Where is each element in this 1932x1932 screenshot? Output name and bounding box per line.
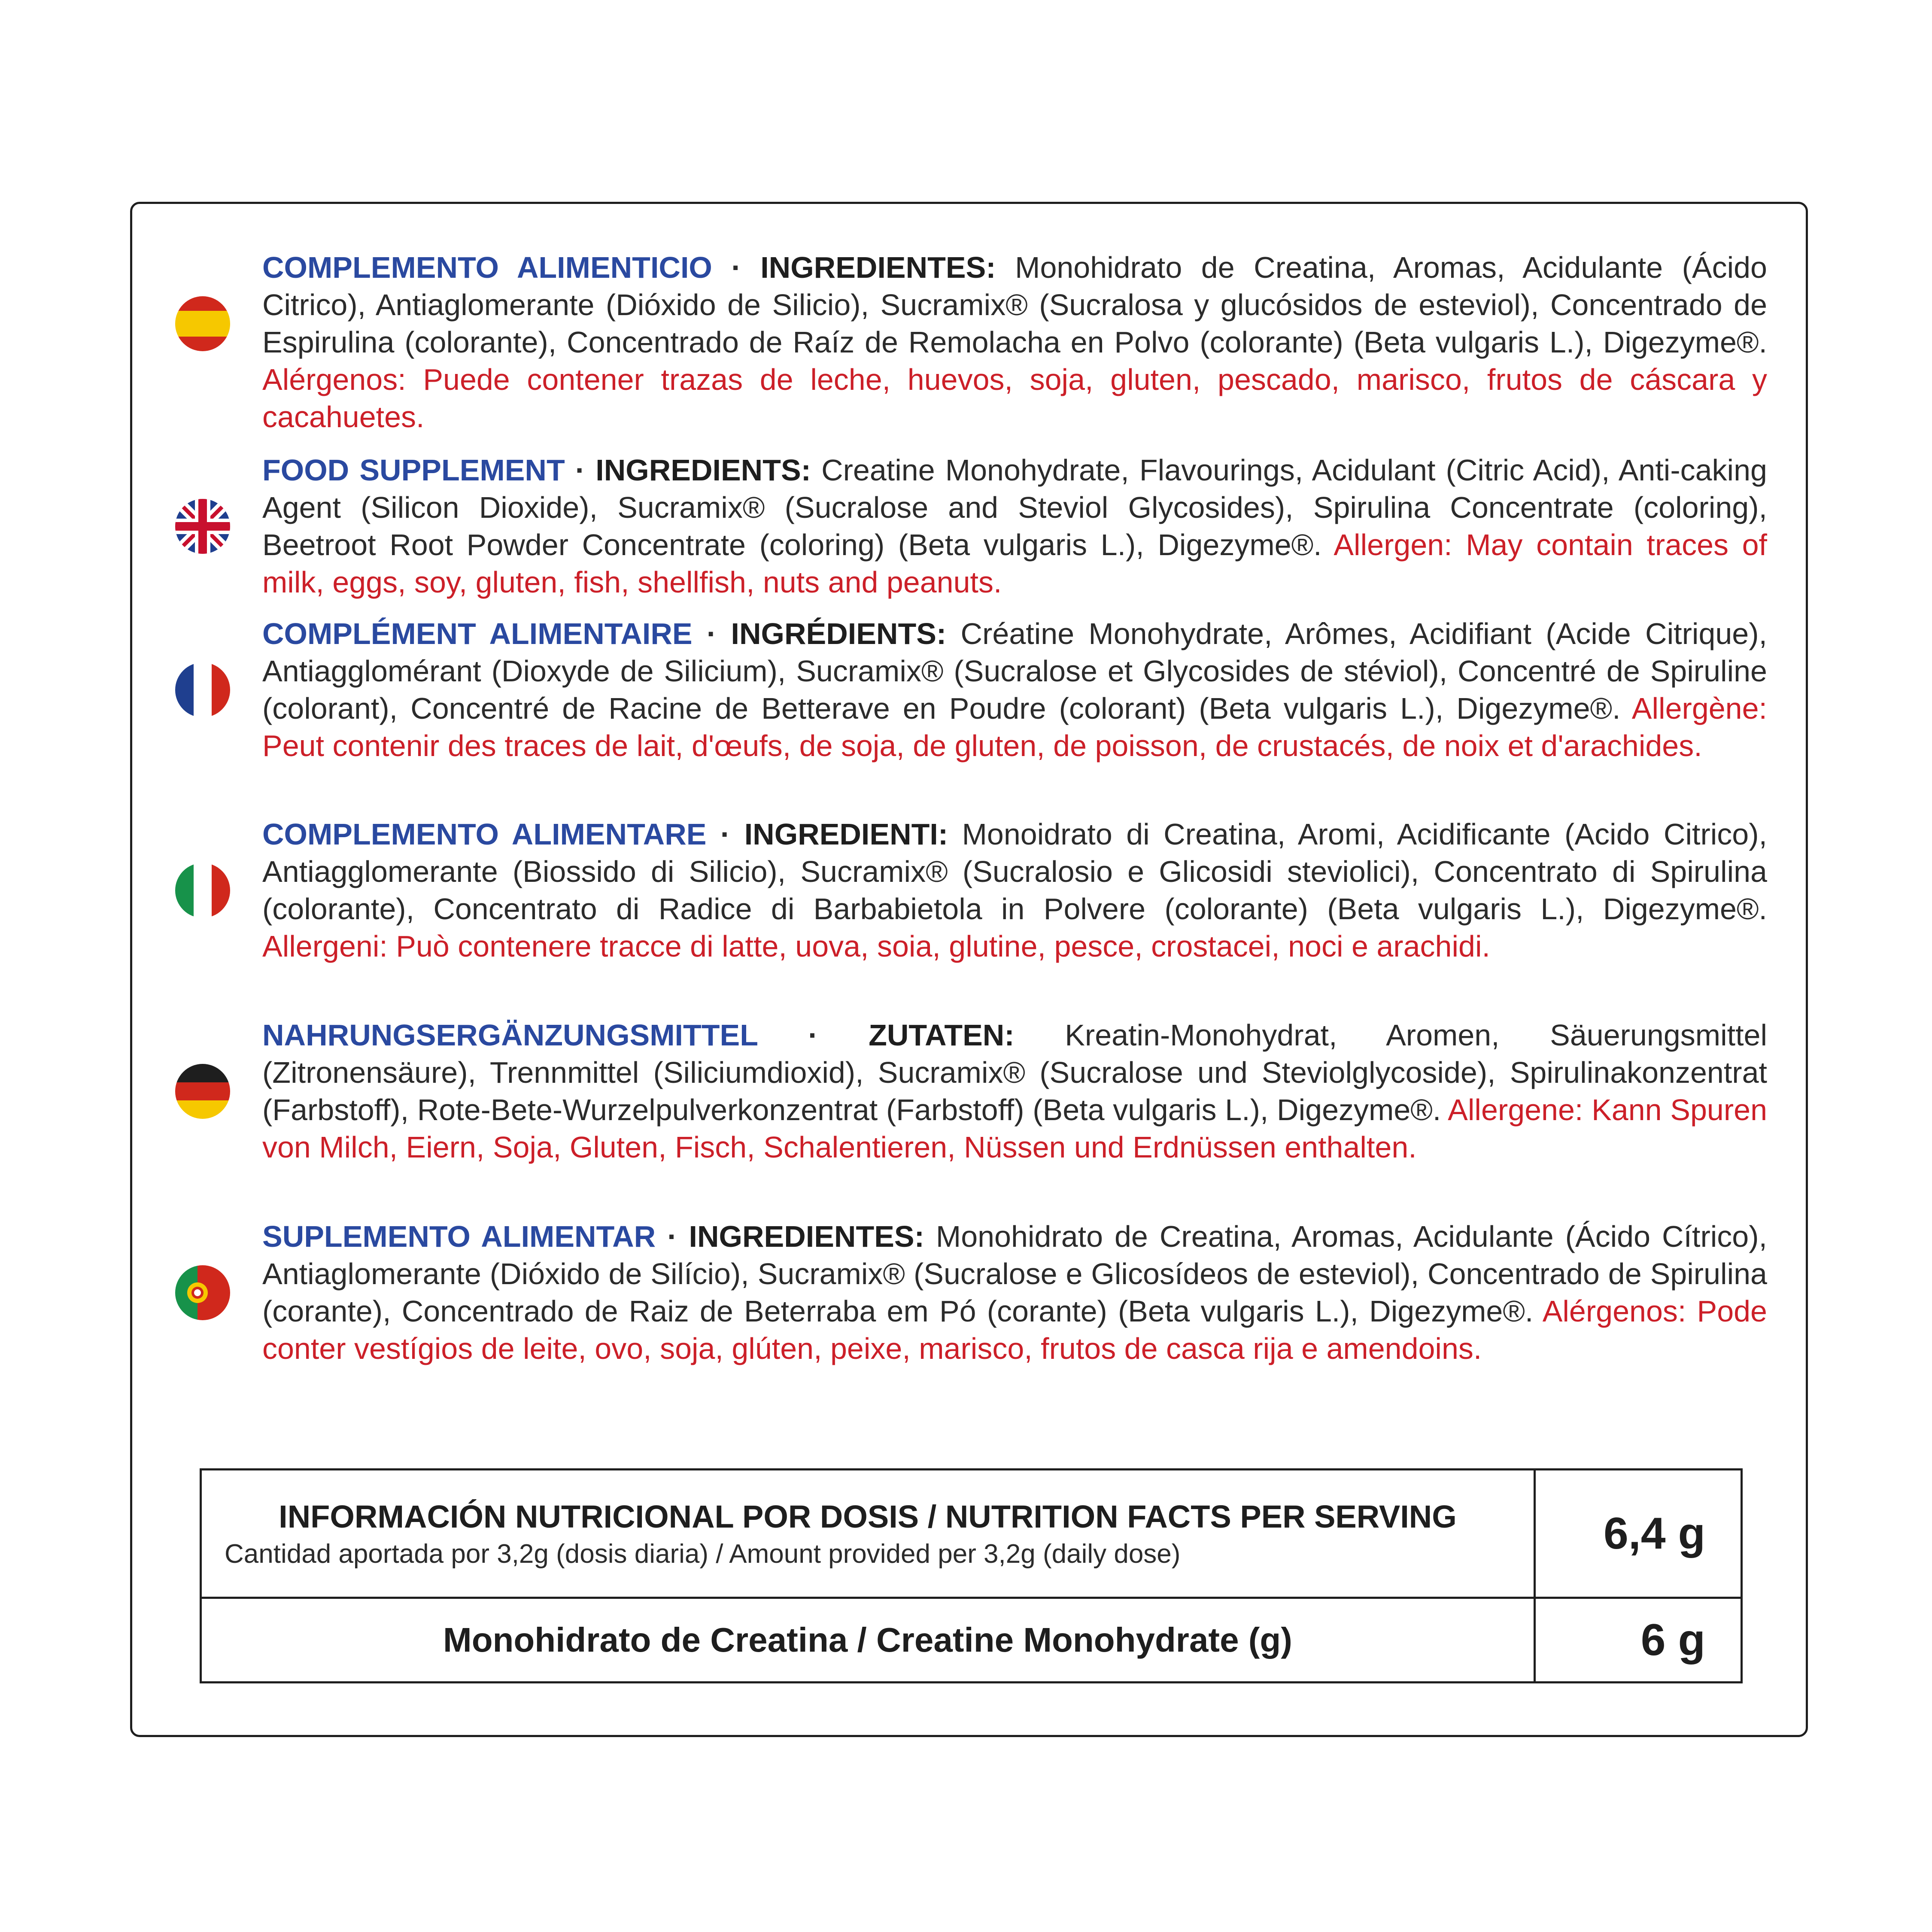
separator: ·: [706, 817, 744, 851]
ingredients-label: INGREDIENTES:: [689, 1220, 924, 1253]
lang-text-de: [262, 1017, 1767, 1166]
category-label: SUPLEMENTO ALIMENTAR: [262, 1220, 656, 1253]
nutrition-table: [200, 1468, 1743, 1683]
lang-text-pt: [262, 1218, 1767, 1367]
lang-text-en: [262, 452, 1767, 601]
category-label: COMPLEMENTO ALIMENTARE: [262, 817, 707, 851]
france-flag-icon: [175, 662, 230, 717]
ingredients-text: Monohidrato de Creatina, Aromas, Acidulante (Ácido Cítrico), Antiaglomerante (Dióxido de Silício), Sucramix® (Sucralose e Glicosídeos de esteviol), Concentrado de Spirulina (corante), Concentrado de Raiz de Beterraba em Pó (corante) (Beta vulgaris L.), Digezyme®.: [262, 1220, 1767, 1328]
ingredients-label: INGREDIENTI:: [744, 817, 948, 851]
ingredients-text: Créatine Monohydrate, Arômes, Acidifiant (Acide Citrique), Antiagglomérant (Dioxyde de Silicium), Sucramix® (Sucralose et Glycosides de stéviol), Concentré de Spiruline (colorant), Concentré de Racine de Betterave en Poudre (colorant) (Beta vulgaris L.), Digezyme®.: [262, 617, 1767, 725]
lang-text-it: [262, 816, 1767, 965]
ingredients-text: Monohidrato de Creatina, Aromas, Acidulante (Ácido Citrico), Antiaglomerante (Dióxido de Silicio), Sucramix® (Sucralosa y glucósidos de esteviol), Concentrado de Espirulina (colorante), Concentrado de Raíz de Remolacha en Polvo (colorante) (Beta vulgaris L.), Digezyme®.: [262, 251, 1767, 359]
ingredients-text: Creatine Monohydrate, Flavourings, Acidulant (Citric Acid), Anti-caking Agent (Silicon Dioxide), Sucramix® (Sucralose and Steviol Glycosides), Spirulina Concentrate (coloring), Beetroot Root Powder Concentrate (coloring) (Beta vulgaris L.), Digezyme®.: [262, 453, 1767, 562]
allergen-text: Allergen: May contain traces of milk, eggs, soy, gluten, fish, shellfish, nuts and peanuts.: [262, 528, 1768, 599]
separator: ·: [656, 1220, 689, 1253]
allergen-text: Allergène: Peut contenir des traces de lait, d'œufs, de soja, de gluten, de poisson, de crustacés, de noix et d'arachides.: [262, 692, 1767, 762]
nutrient-value: 6 g: [1535, 1598, 1742, 1683]
ingredients-label: INGRÉDIENTS:: [731, 617, 947, 650]
serving-value: 6,4 g: [1535, 1470, 1742, 1598]
nutrition-header-row: [201, 1470, 1742, 1598]
allergen-text: Allergene: Kann Spuren von Milch, Eiern, Soja, Gluten, Fisch, Schalentieren, Nüssen und Erdnüssen enthalten.: [262, 1093, 1768, 1164]
germany-flag-icon: [175, 1064, 230, 1119]
separator: ·: [692, 617, 731, 650]
spain-flag-icon: [175, 296, 230, 351]
nutrient-label: Monohidrato de Creatina / Creatine Monohydrate (g): [201, 1598, 1535, 1683]
nutrition-title: INFORMACIÓN NUTRICIONAL POR DOSIS / NUTRITION FACTS PER SERVING: [279, 1498, 1457, 1534]
separator: ·: [565, 453, 596, 487]
nutrition-subtitle: Cantidad aportada por 3,2g (dosis diaria) / Amount provided per 3,2g (daily dose): [225, 1539, 1181, 1569]
allergen-text: Allergeni: Può contenere tracce di latte, uova, soia, glutine, pesce, crostacei, noci e arachidi.: [262, 930, 1490, 963]
allergen-text: Alérgenos: Pode conter vestígios de leite, ovo, soja, glúten, peixe, marisco, frutos de casca rija e amendoins.: [262, 1294, 1767, 1365]
separator: ·: [757, 1018, 869, 1052]
ingredients-label: INGREDIENTS:: [595, 453, 811, 487]
portugal-flag-icon: [175, 1265, 230, 1320]
uk-flag-icon: [175, 499, 230, 554]
ingredients-text: Kreatin-Monohydrat, Aromen, Säuerungsmittel (Zitronensäure), Trennmittel (Siliciumdioxid), Sucramix® (Sucralose und Steviolglycoside), Spirulinakonzentrat (Farbstoff), Rote-Bete-Wurzelpulverkonzentrat (Farbstoff) (Beta vulgaris L.), Digezyme®.: [262, 1018, 1767, 1127]
ingredients-text: Monoidrato di Creatina, Aromi, Acidificante (Acido Citrico), Antiagglomerante (Biossido di Silicio), Sucramix® (Sucralosio e Glicosidi steviolici), Concentrato di Spirulina (colorante), Concentrato di Radice di Barbabietola in Polvere (colorante) (Beta vulgaris L.), Digezyme®.: [262, 817, 1767, 926]
separator: ·: [712, 251, 761, 284]
nutrition-header-cell: [201, 1470, 1535, 1598]
category-label: COMPLÉMENT ALIMENTAIRE: [262, 617, 693, 650]
nutrition-row: [201, 1598, 1742, 1683]
category-label: COMPLEMENTO ALIMENTICIO: [262, 251, 712, 284]
italy-flag-icon: [175, 863, 230, 918]
ingredients-panel: [130, 202, 1808, 1737]
ingredients-label: INGREDIENTES:: [760, 251, 996, 284]
category-label: FOOD SUPPLEMENT: [262, 453, 565, 487]
ingredients-label: ZUTATEN:: [869, 1018, 1015, 1052]
allergen-text: Alérgenos: Puede contener trazas de leche, huevos, soja, gluten, pescado, marisco, frutos de cáscara y cacahuetes.: [262, 363, 1767, 434]
lang-text-fr: [262, 615, 1767, 765]
lang-text-es: [262, 249, 1767, 436]
category-label: NAHRUNGSERGÄNZUNGSMITTEL: [262, 1018, 758, 1052]
